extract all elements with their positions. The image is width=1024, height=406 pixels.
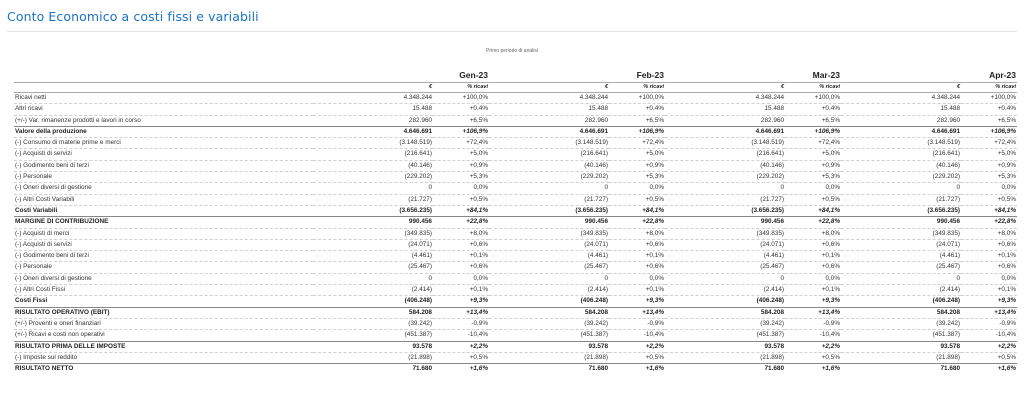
cell-value: 0: [489, 273, 609, 284]
cell-value: 4.348.244: [403, 94, 432, 101]
cell-percent: +8,0%: [609, 228, 665, 239]
table-row: [14, 217, 1017, 228]
cell-value: (216.641): [489, 149, 609, 160]
cell-percent: 0,0%: [609, 183, 665, 194]
cell-percent: 0,0%: [961, 183, 1017, 194]
cell-percent: +9,3%: [785, 296, 841, 307]
cell-percent: +0,5%: [785, 352, 841, 363]
cell-percent: +8,0%: [433, 228, 489, 239]
cell-percent: +0,5%: [609, 352, 665, 363]
cell-percent: +0,4%: [961, 104, 1017, 115]
cell-value: 4.348.244: [931, 94, 961, 101]
cell-percent: +2,2%: [961, 341, 1017, 352]
cell-value: (39.242): [665, 318, 785, 329]
cell-percent: +8,0%: [961, 228, 1017, 239]
cell-value: 282.960: [841, 115, 961, 126]
unit-pct: % ricavi: [433, 83, 489, 93]
cell-percent: +0,6%: [785, 239, 841, 250]
cell-percent: +2,2%: [785, 341, 841, 352]
cell-value: (4.461): [841, 251, 961, 262]
cell-value: 71.680: [665, 364, 785, 375]
cell-value: (39.242): [313, 318, 433, 329]
cell-value: (3.148.519): [489, 138, 609, 149]
cell-value: 93.578: [665, 341, 785, 352]
cell-percent: +2,2%: [433, 341, 489, 352]
row-label: Valore della produzione: [14, 126, 313, 137]
cell-percent: +5,0%: [785, 149, 841, 160]
cell-percent: +0,6%: [609, 262, 665, 273]
cell-percent: 0,0%: [961, 273, 1017, 284]
cell-percent: +13,4%: [785, 307, 841, 318]
cell-value: 93.578: [841, 341, 961, 352]
cell-percent: -0,9%: [785, 318, 841, 329]
unit-pct: % ricavi: [609, 83, 665, 93]
cell-value: (24.071): [665, 239, 785, 250]
cell-value: 0: [841, 183, 961, 194]
cell-value: (406.248): [665, 296, 785, 307]
cell-value: 15.488: [665, 104, 785, 115]
unit-euro: €: [313, 83, 433, 93]
cell-value: (24.071): [313, 239, 433, 250]
cell-percent: +22,8%: [433, 217, 489, 228]
cell-value: (216.641): [313, 149, 433, 160]
row-label: RISULTATO NETTO: [14, 364, 313, 375]
table-row: [14, 115, 1017, 126]
cell-value: 584.208: [841, 307, 961, 318]
cell-percent: +0,1%: [609, 285, 665, 296]
cell-value: (25.467): [313, 262, 433, 273]
cell-value: (21.727): [665, 194, 785, 205]
table-row: [14, 194, 1017, 205]
cell-value: (24.071): [841, 239, 961, 250]
cell-value: (3.656.235): [665, 205, 785, 216]
unit-euro: €: [489, 83, 609, 93]
cell-value: 15.488: [313, 104, 433, 115]
row-label: (-) Oneri diversi di gestione: [14, 183, 313, 194]
cell-percent: +0,5%: [961, 352, 1017, 363]
cell-value: 282.960: [665, 115, 785, 126]
row-label: (-) Acquisti di merci: [14, 228, 313, 239]
cell-value: 4.646.691: [313, 126, 433, 137]
cell-percent: +72,4%: [961, 138, 1017, 149]
cell-percent: +13,4%: [961, 307, 1017, 318]
cell-percent: +0,4%: [609, 104, 665, 115]
header-spacer: [14, 69, 313, 83]
table-row: [14, 273, 1017, 284]
cell-value: (406.248): [841, 296, 961, 307]
cell-value: (40.146): [313, 160, 433, 171]
cell-percent: -0,9%: [609, 318, 665, 329]
cell-percent: +22,8%: [609, 217, 665, 228]
cell-percent: +106,9%: [609, 126, 665, 137]
cell-percent: +84,1%: [961, 205, 1017, 216]
cell-value: 71.680: [841, 364, 961, 375]
cell-value: (21.898): [841, 352, 961, 363]
cell-percent: +100,0%: [990, 94, 1017, 101]
cell-value: (4.461): [313, 251, 433, 262]
cell-percent: +0,9%: [961, 160, 1017, 171]
cell-percent: +72,4%: [609, 138, 665, 149]
cell-value: 93.578: [489, 341, 609, 352]
cell-value: (3.148.519): [841, 138, 961, 149]
cell-value: 4.646.691: [489, 126, 609, 137]
page-title: Conto Economico a costi fissi e variabili: [7, 9, 259, 24]
cell-percent: -10,4%: [609, 330, 665, 341]
cell-percent: +0,1%: [433, 285, 489, 296]
cell-value: (40.146): [665, 160, 785, 171]
row-label: (-) Altri Costi Variabili: [14, 194, 313, 205]
cell-value: 4.348.244: [579, 94, 609, 101]
cell-percent: -10,4%: [433, 330, 489, 341]
cell-value: 990.456: [313, 217, 433, 228]
cell-percent: +100,0%: [462, 94, 489, 101]
cell-percent: +9,3%: [433, 296, 489, 307]
row-label: (+/-) Var. rimanenze prodotti e lavori in corso: [14, 115, 313, 126]
cell-value: (3.148.519): [665, 138, 785, 149]
cell-percent: +0,5%: [609, 194, 665, 205]
cell-percent: +6,5%: [433, 115, 489, 126]
cell-percent: +0,9%: [609, 160, 665, 171]
table-row: [14, 126, 1017, 137]
title-divider: [7, 31, 1017, 32]
table-row: [14, 149, 1017, 160]
cell-percent: +0,6%: [433, 239, 489, 250]
row-label: (-) Godimento beni di terzi: [14, 160, 313, 171]
unit-euro: €: [665, 83, 785, 93]
row-label: (+/-) Ricavi e costi non operativi: [14, 330, 313, 341]
cell-value: (216.641): [665, 149, 785, 160]
cell-percent: +2,2%: [609, 341, 665, 352]
cell-value: (349.835): [841, 228, 961, 239]
month-header-row: [14, 69, 1017, 83]
cell-value: (229.202): [489, 172, 609, 183]
table-row: [14, 262, 1017, 273]
table-row: [14, 296, 1017, 307]
period-subtitle: Primo periodo di analisi: [486, 48, 538, 54]
table-row: [14, 228, 1017, 239]
table-row: [14, 183, 1017, 194]
cell-value: (2.414): [665, 285, 785, 296]
cell-percent: 0,0%: [433, 183, 489, 194]
row-label: RISULTATO PRIMA DELLE IMPOSTE: [14, 341, 313, 352]
cell-percent: 0,0%: [785, 273, 841, 284]
cell-value: (21.898): [489, 352, 609, 363]
cell-value: 990.456: [665, 217, 785, 228]
cell-percent: +0,1%: [433, 251, 489, 262]
table-row: [14, 307, 1017, 318]
cell-percent: +9,3%: [609, 296, 665, 307]
cell-value: (40.146): [489, 160, 609, 171]
cell-percent: +1,6%: [609, 364, 665, 375]
row-label: (-) Personale: [14, 262, 313, 273]
unit-spacer: [14, 83, 313, 93]
cell-percent: +5,3%: [961, 172, 1017, 183]
cell-value: 93.578: [313, 341, 433, 352]
cell-value: 282.960: [313, 115, 433, 126]
cell-percent: +6,5%: [961, 115, 1017, 126]
cell-value: 282.960: [489, 115, 609, 126]
cell-percent: +5,0%: [609, 149, 665, 160]
cell-percent: +0,6%: [961, 239, 1017, 250]
row-label: Altri ricavi: [14, 104, 313, 115]
cell-value: (3.656.235): [313, 205, 433, 216]
cell-value: 0: [313, 273, 433, 284]
cell-percent: +0,9%: [433, 160, 489, 171]
cell-percent: +84,1%: [609, 205, 665, 216]
cell-value: (3.656.235): [489, 205, 609, 216]
cell-value: (451.387): [665, 330, 785, 341]
cell-percent: +6,5%: [609, 115, 665, 126]
cell-percent: +0,5%: [433, 194, 489, 205]
unit-pct: % ricavi: [961, 83, 1017, 93]
cell-percent: +13,4%: [609, 307, 665, 318]
cell-value: (21.898): [313, 352, 433, 363]
cell-percent: +9,3%: [961, 296, 1017, 307]
row-label: (-) Consumo di materie prime e merci: [14, 138, 313, 149]
cell-value: (2.414): [841, 285, 961, 296]
cell-value: (229.202): [665, 172, 785, 183]
cell-percent: +1,6%: [961, 364, 1017, 375]
cell-percent: 0,0%: [433, 273, 489, 284]
cell-percent: +0,6%: [609, 239, 665, 250]
income-statement-table: [14, 69, 1017, 374]
cell-percent: -0,9%: [433, 318, 489, 329]
cell-value: (25.467): [841, 262, 961, 273]
month-header-feb: Feb-23: [636, 70, 665, 80]
cell-value: (229.202): [313, 172, 433, 183]
cell-percent: +0,1%: [785, 251, 841, 262]
cell-value: (21.727): [841, 194, 961, 205]
cell-value: (3.148.519): [313, 138, 433, 149]
cell-percent: +13,4%: [433, 307, 489, 318]
cell-value: (4.461): [665, 251, 785, 262]
cell-value: 15.488: [841, 104, 961, 115]
row-label: MARGINE DI CONTRIBUZIONE: [14, 217, 313, 228]
cell-value: (3.656.235): [841, 205, 961, 216]
row-label: Costi Fissi: [14, 296, 313, 307]
cell-value: 0: [489, 183, 609, 194]
cell-value: 0: [665, 273, 785, 284]
cell-value: (451.387): [489, 330, 609, 341]
table-row: [14, 341, 1017, 352]
cell-value: (349.835): [489, 228, 609, 239]
month-header-apr: Apr-23: [989, 70, 1017, 80]
cell-percent: 0,0%: [609, 273, 665, 284]
cell-value: 4.646.691: [841, 126, 961, 137]
cell-percent: +0,6%: [961, 262, 1017, 273]
cell-percent: +5,3%: [433, 172, 489, 183]
cell-percent: +5,0%: [961, 149, 1017, 160]
cell-value: (21.898): [665, 352, 785, 363]
cell-percent: +0,1%: [961, 285, 1017, 296]
cell-percent: +0,4%: [433, 104, 489, 115]
row-label: (-) Altri Costi Fissi: [14, 285, 313, 296]
cell-percent: +8,0%: [785, 228, 841, 239]
month-header-mar: Mar-23: [812, 70, 841, 80]
month-header-jan: Gen-23: [459, 70, 489, 80]
cell-percent: +72,4%: [433, 138, 489, 149]
cell-percent: +5,3%: [785, 172, 841, 183]
cell-percent: +22,8%: [785, 217, 841, 228]
table-row: [14, 318, 1017, 329]
cell-percent: +1,6%: [785, 364, 841, 375]
cell-value: (349.835): [313, 228, 433, 239]
cell-value: (25.467): [665, 262, 785, 273]
cell-value: 4.646.691: [665, 126, 785, 137]
cell-percent: -10,4%: [961, 330, 1017, 341]
cell-percent: +1,6%: [433, 364, 489, 375]
cell-value: (406.248): [313, 296, 433, 307]
cell-percent: +0,4%: [785, 104, 841, 115]
table-row: [14, 285, 1017, 296]
cell-percent: +0,1%: [609, 251, 665, 262]
table-row: [14, 138, 1017, 149]
cell-value: (21.727): [489, 194, 609, 205]
row-label: (+/-) Proventi e oneri finanziari: [14, 318, 313, 329]
table-row: [14, 104, 1017, 115]
cell-percent: +72,4%: [785, 138, 841, 149]
cell-percent: +22,8%: [961, 217, 1017, 228]
cell-percent: -10,4%: [785, 330, 841, 341]
cell-value: 15.488: [489, 104, 609, 115]
table-row: [14, 239, 1017, 250]
cell-percent: +106,9%: [785, 126, 841, 137]
cell-value: (2.414): [313, 285, 433, 296]
table-row: [14, 330, 1017, 341]
cell-percent: -0,9%: [961, 318, 1017, 329]
cell-percent: +5,3%: [609, 172, 665, 183]
row-label: (-) Godimento beni di terzi: [14, 251, 313, 262]
cell-percent: +0,6%: [433, 262, 489, 273]
cell-value: (451.387): [841, 330, 961, 341]
row-label: (-) Personale: [14, 172, 313, 183]
cell-percent: +0,1%: [961, 251, 1017, 262]
cell-value: 990.456: [489, 217, 609, 228]
cell-percent: +0,5%: [433, 352, 489, 363]
cell-value: (21.727): [313, 194, 433, 205]
cell-value: 584.208: [313, 307, 433, 318]
table-row: [14, 160, 1017, 171]
cell-value: (39.242): [841, 318, 961, 329]
cell-percent: +0,5%: [785, 194, 841, 205]
cell-percent: +0,5%: [961, 194, 1017, 205]
cell-percent: +106,9%: [433, 126, 489, 137]
table-row: [14, 172, 1017, 183]
cell-value: (216.641): [841, 149, 961, 160]
cell-value: (4.461): [489, 251, 609, 262]
cell-value: 0: [665, 183, 785, 194]
cell-percent: +0,6%: [785, 262, 841, 273]
unit-euro: €: [841, 83, 961, 93]
cell-percent: +6,5%: [785, 115, 841, 126]
cell-value: 4.348.244: [755, 94, 785, 101]
cell-value: 71.680: [313, 364, 433, 375]
cell-value: (229.202): [841, 172, 961, 183]
cell-percent: 0,0%: [785, 183, 841, 194]
cell-value: 0: [841, 273, 961, 284]
cell-value: (40.146): [841, 160, 961, 171]
row-label: (-) Acquisti di servizi: [14, 239, 313, 250]
cell-percent: +84,1%: [785, 205, 841, 216]
cell-percent: +100,0%: [814, 94, 841, 101]
cell-percent: +106,9%: [961, 126, 1017, 137]
cell-value: 71.680: [489, 364, 609, 375]
cell-value: (406.248): [489, 296, 609, 307]
cell-percent: +0,9%: [785, 160, 841, 171]
report-body: [14, 93, 1017, 375]
cell-value: (349.835): [665, 228, 785, 239]
row-label: (-) Acquisti di servizi: [14, 149, 313, 160]
cell-value: 584.208: [489, 307, 609, 318]
row-label: Ricavi netti: [15, 94, 47, 101]
cell-percent: +84,1%: [433, 205, 489, 216]
table-row: [14, 352, 1017, 363]
cell-percent: +0,1%: [785, 285, 841, 296]
cell-value: (39.242): [489, 318, 609, 329]
cell-value: (2.414): [489, 285, 609, 296]
table-row: [14, 205, 1017, 216]
table-row: [14, 251, 1017, 262]
unit-pct: % ricavi: [785, 83, 841, 93]
cell-value: (25.467): [489, 262, 609, 273]
row-label: RISULTATO OPERATIVO (EBIT): [14, 307, 313, 318]
cell-value: 990.456: [841, 217, 961, 228]
row-label: Costi Variabili: [14, 205, 313, 216]
cell-value: (24.071): [489, 239, 609, 250]
cell-percent: +100,0%: [638, 94, 665, 101]
table-row: [14, 364, 1017, 375]
row-label: (-) Imposte sul reddito: [14, 352, 313, 363]
cell-value: (451.387): [313, 330, 433, 341]
cell-value: 0: [313, 183, 433, 194]
cell-percent: +5,0%: [433, 149, 489, 160]
cell-value: 584.208: [665, 307, 785, 318]
table-row: [14, 93, 1017, 104]
unit-header-row: [14, 83, 1017, 93]
row-label: (-) Oneri diversi di gestione: [14, 273, 313, 284]
